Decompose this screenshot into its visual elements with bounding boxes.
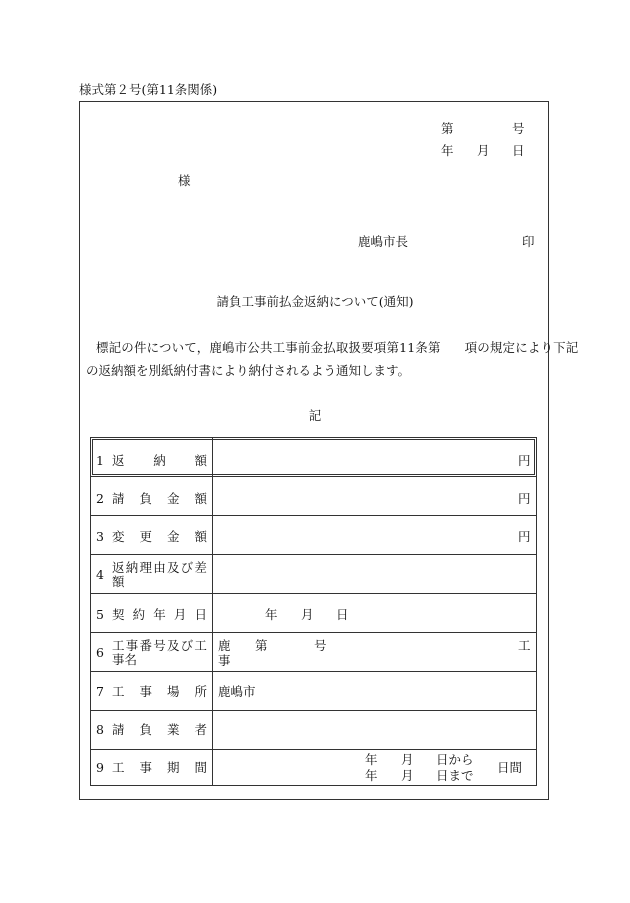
row-label-char: び — [180, 638, 194, 653]
row-label — [112, 724, 207, 737]
row-label-char: 業 — [166, 722, 180, 737]
form-number-label: 様式第２号(第11条関係) — [79, 82, 218, 97]
seal-mark: 印 — [522, 234, 535, 249]
row-label-char: 額 — [194, 529, 207, 544]
row-label-char: 及 — [166, 560, 180, 575]
doc-number-dai: 第 — [441, 121, 454, 136]
row-label-char: 由 — [153, 560, 166, 575]
contract-date-month: 月 — [301, 607, 314, 622]
row-label-char: 工 — [112, 638, 125, 653]
period-start-year: 年 — [365, 752, 378, 767]
row-label-char: び — [180, 560, 194, 575]
row-label-char: 金 — [166, 529, 180, 544]
work-location-value: 鹿嶋市 — [218, 684, 256, 699]
addressee-sama: 様 — [178, 173, 191, 188]
row-label-char: 返 — [112, 453, 125, 468]
work-number-go: 号 — [314, 638, 327, 653]
contract-amount-yen: 円 — [518, 491, 531, 506]
row-label — [112, 686, 207, 699]
row-label-line2: 事名 — [112, 652, 138, 667]
work-number-prefix: 鹿 — [218, 638, 231, 653]
row-number: 5 — [96, 607, 104, 622]
row-label-char: 金 — [166, 491, 180, 506]
row-label-char: 約 — [132, 607, 146, 622]
row-label-char: 日 — [194, 607, 207, 622]
period-days: 日間 — [497, 760, 523, 775]
body-text-line1-a: 標記の件について，鹿嶋市公共工事前金払取扱要項第11条第 — [96, 340, 441, 355]
row-label-char: 負 — [139, 722, 152, 737]
row-number: 1 — [96, 453, 104, 468]
contract-date-day: 日 — [336, 607, 349, 622]
changed-amount-yen: 円 — [518, 529, 531, 544]
row-label-char: 事 — [139, 760, 152, 775]
document-title: 請負工事前払金返納について(通知) — [216, 294, 414, 309]
row-label-char: 納 — [125, 560, 139, 575]
row-number: 6 — [96, 645, 104, 660]
row-number: 3 — [96, 529, 104, 544]
row-label-char: 契 — [112, 607, 125, 622]
row-label-char: 所 — [194, 684, 207, 699]
work-number-ko: 工 — [518, 638, 531, 653]
row-label-char: 工 — [194, 638, 207, 653]
row-label-char: 工 — [112, 760, 125, 775]
row-label — [112, 561, 207, 589]
row-label — [112, 762, 207, 775]
row-number: 7 — [96, 684, 104, 699]
row-label-char: 変 — [112, 529, 125, 544]
row-label-char: 間 — [194, 760, 207, 775]
row-label-char: 年 — [153, 607, 166, 622]
row-label-line2: 額 — [112, 574, 125, 589]
row-label-char: 事 — [125, 638, 139, 653]
row-label — [112, 639, 207, 667]
row-label-char: 理 — [139, 560, 152, 575]
period-end-year: 年 — [365, 768, 378, 783]
row-label-char: 差 — [194, 560, 207, 575]
row-label-char: 額 — [194, 453, 207, 468]
period-end-day: 日まで — [436, 768, 474, 783]
body-text-line2: の返納額を別紙納付書により納付されるよう通知します。 — [86, 363, 411, 378]
date-day: 日 — [512, 143, 525, 158]
ki-heading: 記 — [308, 408, 322, 423]
row-label-char: 月 — [173, 607, 187, 622]
row-number: 4 — [96, 567, 104, 582]
date-year: 年 — [441, 143, 454, 158]
row-label — [112, 455, 207, 468]
row-label-char: 納 — [153, 453, 166, 468]
row-label — [112, 609, 207, 622]
row-label-char: 事 — [139, 684, 152, 699]
row-label-char: 及 — [166, 638, 180, 653]
row-label-char: 場 — [166, 684, 180, 699]
period-start-day: 日から — [436, 752, 474, 767]
work-number-dai: 第 — [255, 638, 268, 653]
row-label-char: 返 — [112, 560, 125, 575]
period-end-month: 月 — [401, 768, 414, 783]
row-label-line1 — [112, 561, 207, 575]
row-label-char: 号 — [153, 638, 166, 653]
work-number-ji: 事 — [218, 653, 231, 668]
row-label-line1 — [112, 639, 207, 653]
row-label-char: 請 — [112, 722, 125, 737]
row-label-char: 請 — [112, 491, 125, 506]
issuer-name: 鹿嶋市長 — [358, 234, 409, 249]
row-label-char: 期 — [166, 760, 180, 775]
row-label — [112, 531, 207, 544]
date-month: 月 — [477, 143, 490, 158]
row-label-char: 負 — [139, 491, 152, 506]
row-label-char: 工 — [112, 684, 125, 699]
row-number: 8 — [96, 722, 104, 737]
row-number: 2 — [96, 491, 104, 506]
doc-number-go: 号 — [512, 121, 525, 136]
row-label-char: 者 — [194, 722, 207, 737]
refund-amount-yen: 円 — [518, 453, 531, 468]
row-label-char: 額 — [194, 491, 207, 506]
row-label — [112, 493, 207, 506]
row-label-char: 更 — [139, 529, 152, 544]
period-start-month: 月 — [401, 752, 414, 767]
row-label-char: 番 — [139, 638, 152, 653]
body-text-line1 — [96, 342, 578, 355]
row-number: 9 — [96, 760, 104, 775]
body-text-line1-b: 項の規定により下記 — [464, 340, 579, 355]
contract-date-year: 年 — [265, 607, 278, 622]
